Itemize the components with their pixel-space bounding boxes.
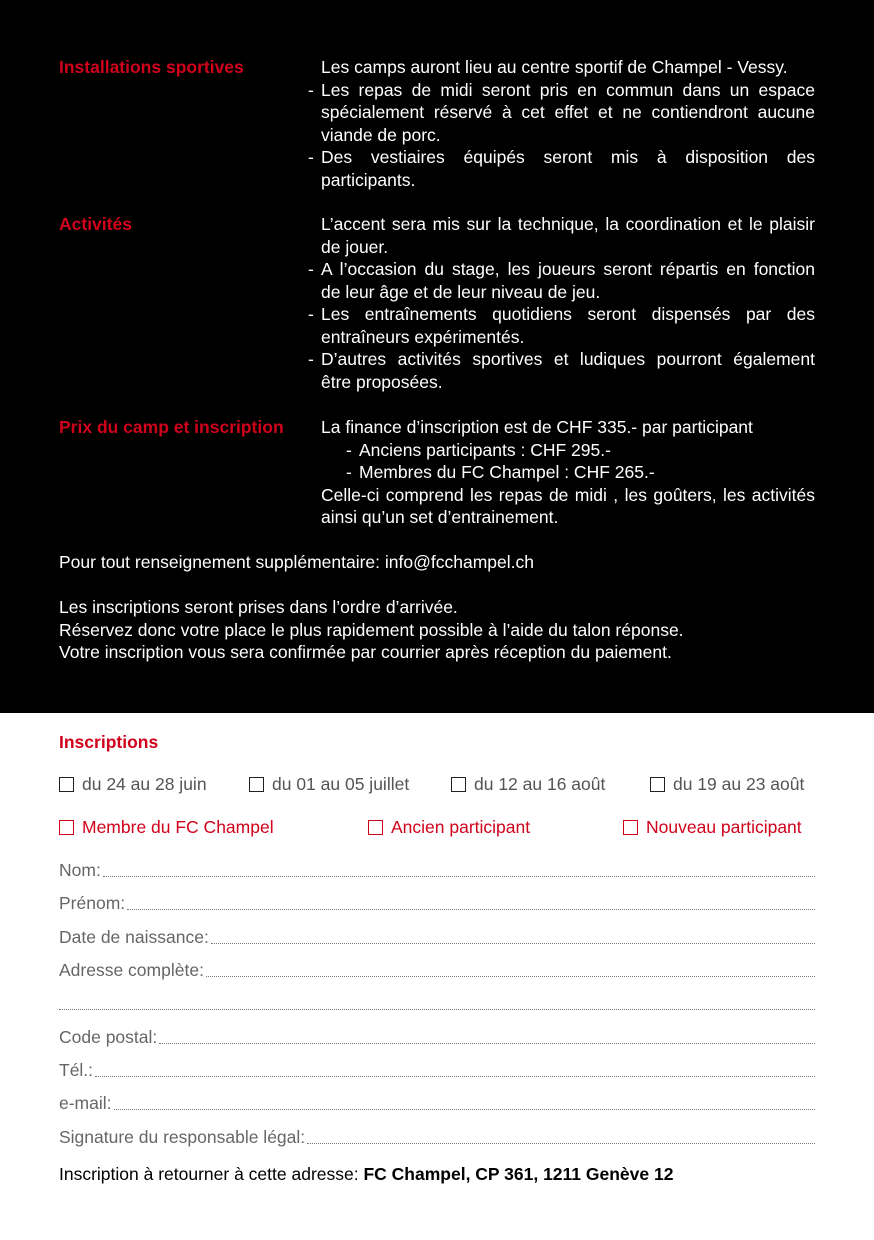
text-line: ainsi qu’un set d’entrainement.: [321, 507, 559, 527]
text-line: - Les entraînements quotidiens seront dispensés par des: [321, 303, 815, 326]
text-line: être proposées.: [321, 371, 443, 392]
field-email[interactable]: [59, 1090, 815, 1114]
return-address: [59, 1163, 673, 1185]
field-label: Prénom:: [59, 893, 126, 913]
field-nom[interactable]: [59, 857, 815, 881]
field-adresse-cont[interactable]: [59, 990, 815, 1014]
section-title: Installations sportives: [59, 57, 244, 77]
field-input-line[interactable]: [206, 976, 815, 977]
contact-text: Pour tout renseignement supplémentaire: info@fcchampel.ch: [59, 552, 534, 572]
field-label: Signature du responsable légal:: [59, 1127, 306, 1147]
notes: [59, 596, 819, 664]
field-label: Date de naissance:: [59, 927, 209, 947]
note-line: Les inscriptions seront prises dans l’ordre d’arrivée.: [59, 597, 458, 617]
text-line: spécialement réservé à cet effet et ne contiendront aucune: [321, 102, 815, 122]
field-naissance[interactable]: [59, 924, 815, 948]
option-label: Ancien participant: [391, 817, 531, 837]
contact-line: [59, 551, 819, 574]
text-line: de leur âge et de leur niveau de jeu.: [321, 281, 601, 302]
field-label: Code postal:: [59, 1027, 158, 1047]
field-label: e-mail:: [59, 1093, 112, 1113]
text-line: viande de porc.: [321, 124, 441, 145]
checkbox[interactable]: [59, 820, 74, 835]
status-option-new[interactable]: [623, 815, 802, 839]
field-input-line[interactable]: [211, 943, 815, 944]
field-input-line[interactable]: [95, 1076, 815, 1077]
option-label: du 12 au 16 août: [474, 774, 606, 794]
option-label: Membre du FC Champel: [82, 817, 274, 837]
option-label: Nouveau participant: [646, 817, 802, 837]
return-prefix: Inscription à retourner à cette adresse:: [59, 1164, 364, 1184]
price-line: - Membres du FC Champel : CHF 265.-: [321, 461, 815, 484]
option-label: du 24 au 28 juin: [82, 774, 207, 794]
text-line: - A l’occasion du stage, les joueurs seront répartis en fonction: [321, 258, 815, 281]
text-line: Les camps auront lieu au centre sportif de Champel - Vessy.: [321, 57, 788, 77]
field-input-line[interactable]: [114, 1109, 815, 1110]
status-options: [59, 815, 815, 839]
checkbox[interactable]: [249, 777, 264, 792]
field-label: Nom:: [59, 860, 101, 880]
text-line: - D’autres activités sportives et ludiques pourront également: [321, 348, 815, 371]
field-signature[interactable]: [59, 1124, 815, 1148]
text-line: - Des vestiaires équipés seront mis à disposition des participants.: [321, 146, 815, 191]
text-line: La finance d’inscription est de CHF 335.- par participant: [321, 417, 753, 437]
field-input-line[interactable]: [307, 1143, 815, 1144]
field-tel[interactable]: [59, 1057, 815, 1081]
field-input-line[interactable]: [103, 876, 815, 877]
price-line: - Anciens participants : CHF 295.-: [321, 439, 815, 462]
date-option-3[interactable]: [451, 772, 605, 796]
text-line: de jouer.: [321, 236, 389, 257]
status-option-member[interactable]: [59, 815, 274, 839]
return-address-value: FC Champel, CP 361, 1211 Genève 12: [363, 1164, 674, 1184]
section-body: [321, 56, 815, 191]
text-line: entraîneurs expérimentés.: [321, 326, 525, 347]
section-body: [321, 416, 815, 529]
field-input-line[interactable]: [59, 1009, 815, 1010]
checkbox[interactable]: [650, 777, 665, 792]
field-label: Adresse complète:: [59, 960, 204, 980]
checkbox[interactable]: [623, 820, 638, 835]
text-line: - Les repas de midi seront pris en commun dans un espace: [321, 79, 815, 102]
option-label: du 19 au 23 août: [673, 774, 805, 794]
date-option-2[interactable]: [249, 772, 409, 796]
field-prenom[interactable]: [59, 890, 815, 914]
option-label: du 01 au 05 juillet: [272, 774, 410, 794]
date-option-1[interactable]: [59, 772, 207, 796]
checkbox[interactable]: [59, 777, 74, 792]
status-option-former[interactable]: [368, 815, 530, 839]
section-installations: [59, 56, 815, 190]
section-body: [321, 213, 815, 393]
date-options: [59, 772, 815, 796]
text-line: L’accent sera mis sur la technique, la coordination et le plaisir: [321, 214, 815, 234]
field-input-line[interactable]: [127, 909, 815, 910]
section-prix: [59, 416, 815, 531]
field-adresse[interactable]: [59, 957, 815, 981]
field-input-line[interactable]: [159, 1043, 815, 1044]
checkbox[interactable]: [451, 777, 466, 792]
section-title: Prix du camp et inscription: [59, 417, 284, 437]
section-title: Activités: [59, 214, 132, 234]
text-line: Celle-ci comprend les repas de midi , les goûters, les activités: [321, 484, 815, 505]
form-title: Inscriptions: [59, 732, 159, 752]
field-postal[interactable]: [59, 1024, 815, 1048]
note-line: Votre inscription vous sera confirmée par courrier après réception du paiement.: [59, 642, 672, 662]
date-option-4[interactable]: [650, 772, 804, 796]
checkbox[interactable]: [368, 820, 383, 835]
note-line: Réservez donc votre place le plus rapidement possible à l’aide du talon réponse.: [59, 619, 684, 640]
section-activites: [59, 213, 815, 395]
field-label: Tél.:: [59, 1060, 94, 1080]
